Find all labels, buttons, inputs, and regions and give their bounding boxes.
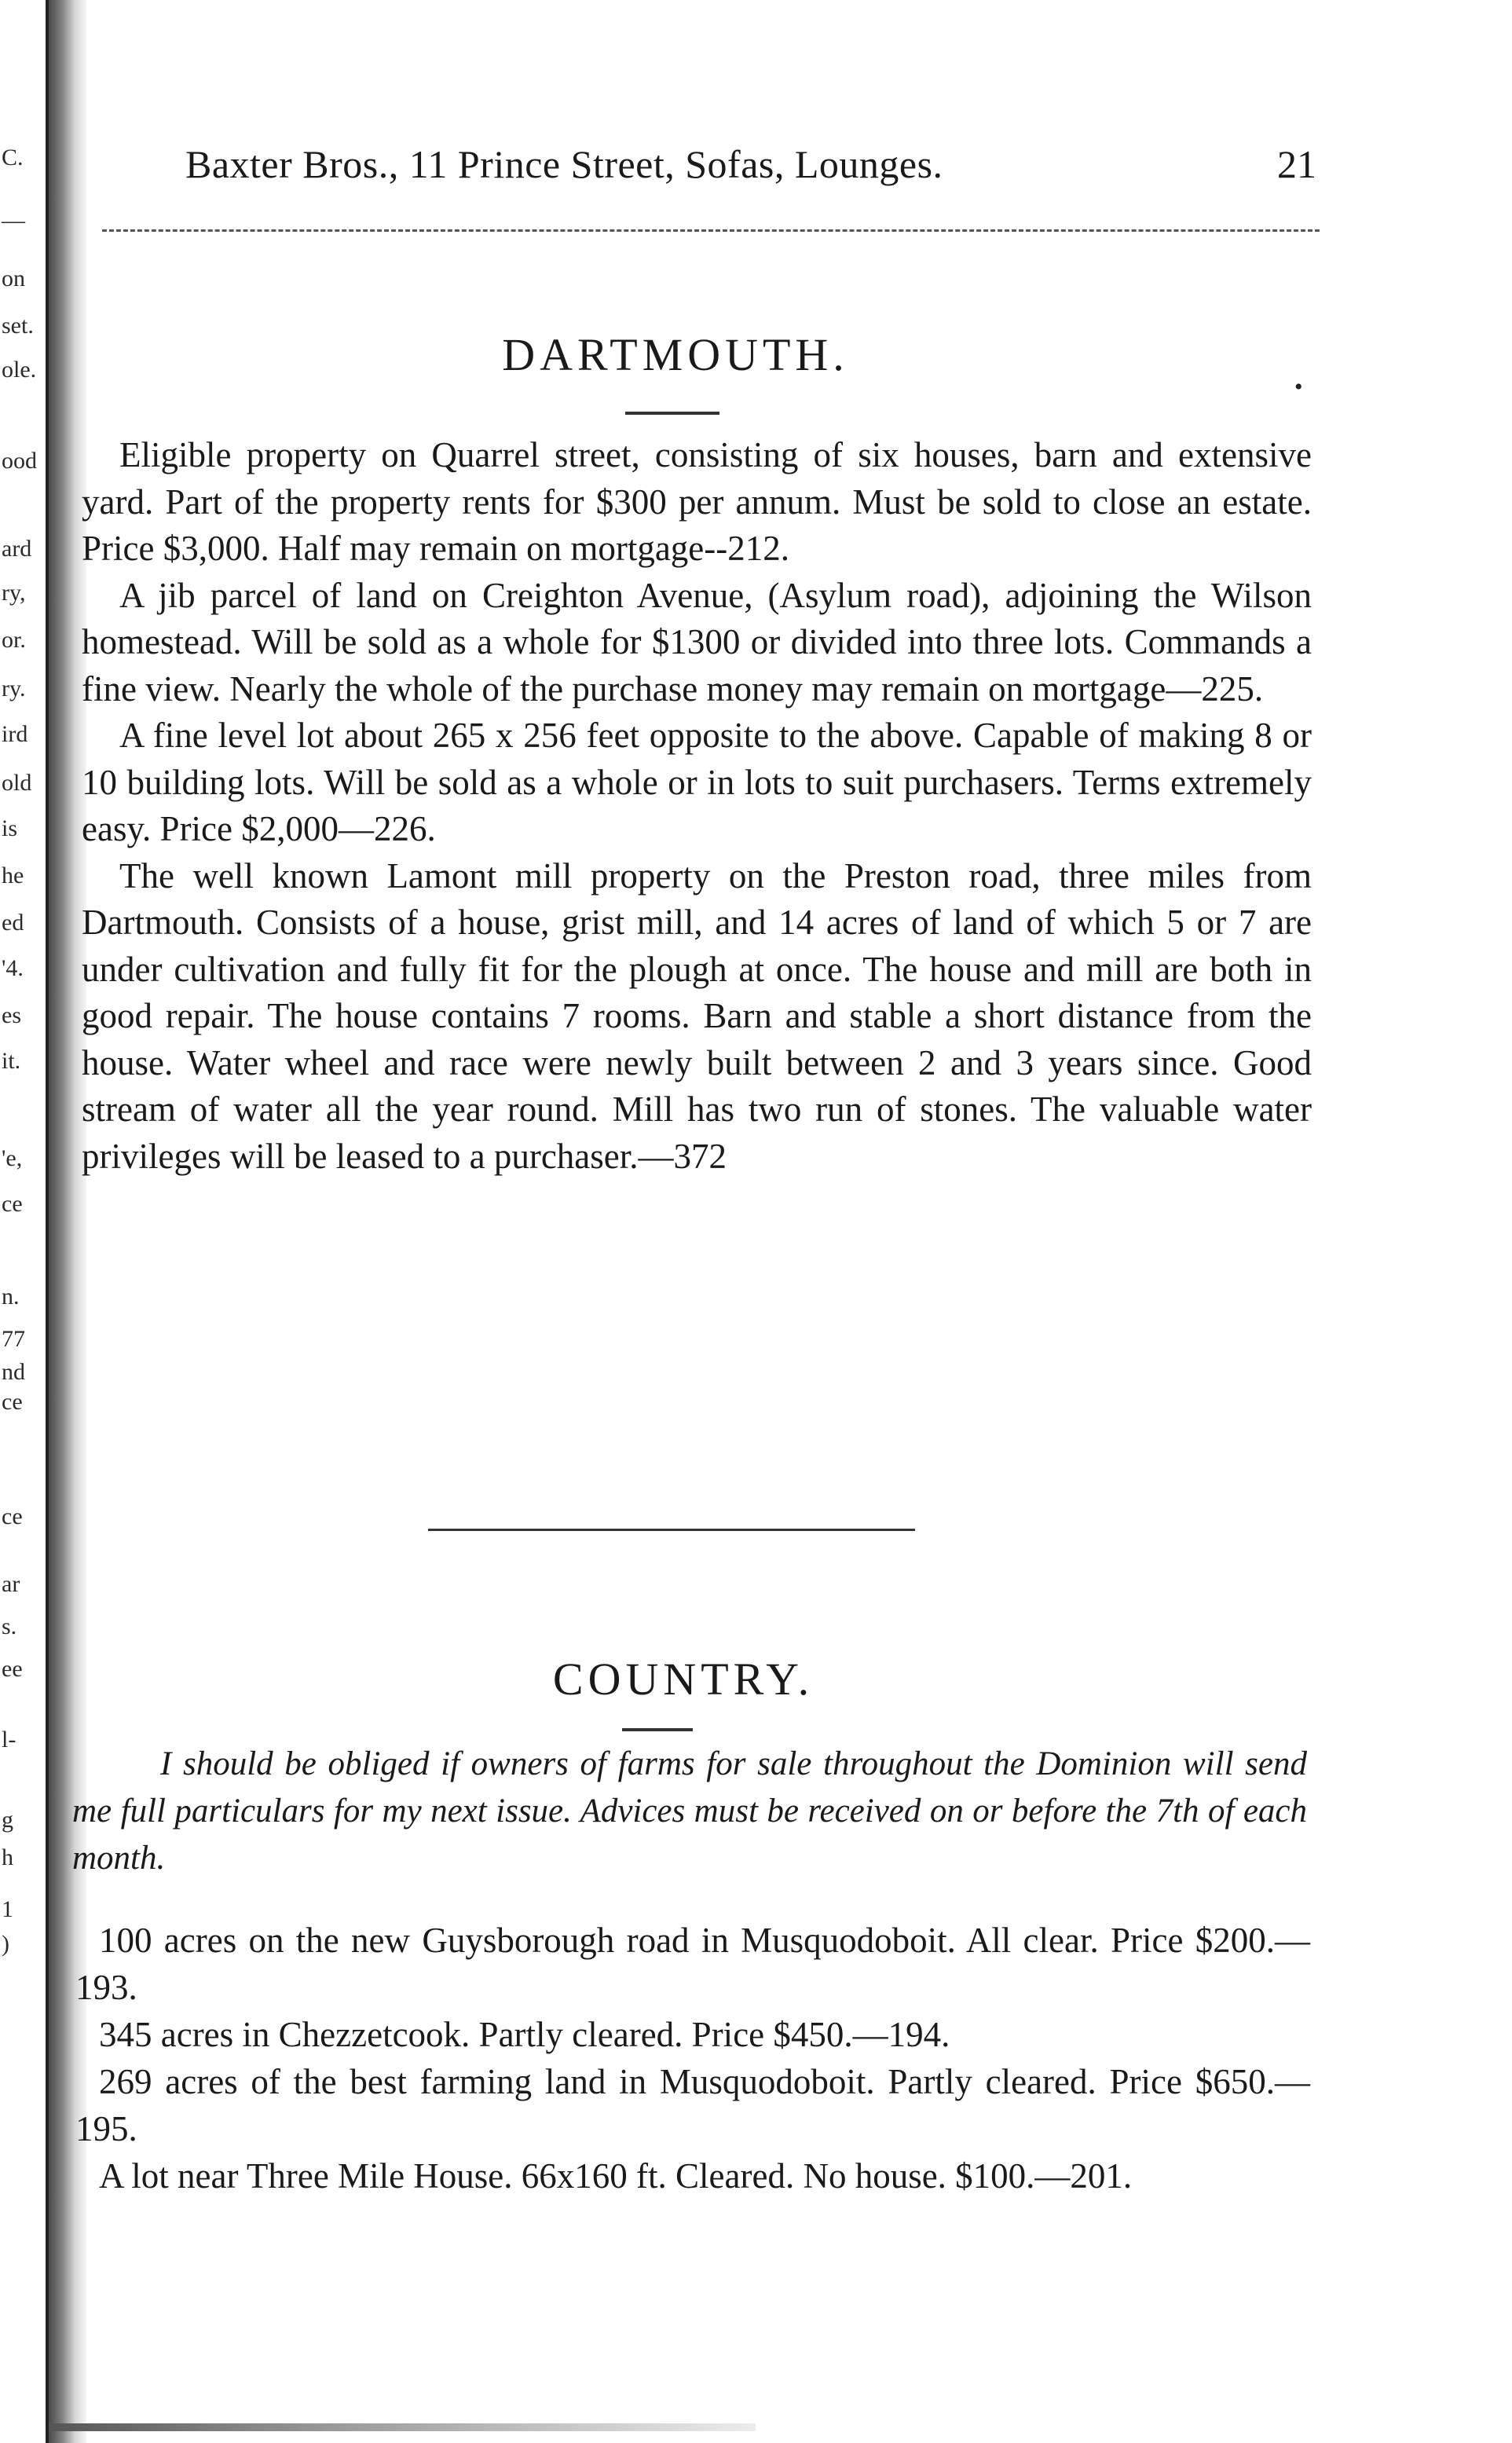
country-listings — [75, 1917, 1310, 2199]
editor-note-text: I should be obliged if owners of farms for sale throughout the Dominion will send me full particulars for my next issue. Advices must be received on or before the 7th of each month. — [72, 1745, 1307, 1877]
adjacent-fragment: ood — [2, 448, 37, 474]
page-header — [185, 141, 1316, 204]
adjacent-fragment: 77 — [2, 1326, 25, 1352]
adjacent-fragment: h — [2, 1844, 13, 1870]
adjacent-fragment: ee — [2, 1656, 23, 1682]
dartmouth-listings — [82, 432, 1312, 1180]
scan-edge — [49, 2423, 756, 2431]
adjacent-fragment: ole. — [2, 357, 37, 383]
adjacent-fragment: ) — [2, 1931, 9, 1957]
listing-paragraph: A fine level lot about 265 x 256 feet opposite to the above. Capable of making 8 or 10 building lots. Will be sold as a whole or in lots to suit purchasers. Terms extremely easy. Price $2,000—226. — [82, 716, 1312, 848]
listing-paragraph: A lot near Three Mile House. 66x160 ft. Cleared. No house. $100.—201. — [99, 2156, 1133, 2196]
section-title-dartmouth: DARTMOUTH. — [502, 329, 849, 380]
adjacent-fragment: C. — [2, 145, 24, 170]
adjacent-fragment: s. — [2, 1613, 17, 1639]
adjacent-fragment: ed — [2, 910, 24, 936]
adjacent-fragment: ce — [2, 1504, 23, 1529]
adjacent-fragment: is — [2, 815, 18, 841]
section-divider — [428, 1529, 915, 1531]
adjacent-fragment: it. — [2, 1048, 21, 1074]
adjacent-fragment: or. — [2, 627, 26, 653]
adjacent-fragment: ce — [2, 1191, 23, 1217]
adjacent-fragment: old — [2, 770, 32, 796]
page-number: 21 — [1277, 142, 1316, 186]
running-head: Baxter Bros., 11 Prince Street, Sofas, Lounges. — [185, 142, 943, 186]
adjacent-fragment: 'e, — [2, 1145, 23, 1171]
header-rule — [102, 229, 1320, 232]
listing-paragraph: The well known Lamont mill property on the Preston road, three miles from Dartmouth. Consists of a house, grist mill, and 14 acres of land of which 5 or 7 are under cultivation and fully fit for the plough at once. The house and mill are both in good repair. The house contains 7 rooms. Barn and stable a short distance from the house. Water wheel and race were newly built between 2 and 3 years since. Good stream of water all the year round. Mill has two run of stones. The valuable water privileges will be leased to a purchaser.—372 — [82, 855, 1312, 1176]
ink-speck: • — [1294, 374, 1303, 400]
adjacent-fragment: — — [2, 207, 25, 233]
adjacent-fragment: ird — [2, 721, 28, 747]
adjacent-fragment: ry. — [2, 676, 26, 701]
title-dash — [625, 412, 719, 415]
adjacent-fragment: 1 — [2, 1896, 13, 1922]
adjacent-fragment: ry, — [2, 580, 26, 606]
listing-paragraph: A jib parcel of land on Creighton Avenue, (Asylum road), adjoining the Wilson homestead. Will be sold as a whole for $1300 or divided into three lots. Commands a fine view. Nearly the whole of the purchase money may remain on mortgage—225. — [82, 575, 1312, 709]
adjacent-fragment: on — [2, 266, 25, 291]
adjacent-fragment: g — [2, 1807, 13, 1833]
title-dash — [622, 1728, 693, 1731]
adjacent-fragment: ard — [2, 536, 32, 562]
adjacent-fragment: l- — [2, 1727, 16, 1753]
listing-paragraph: Eligible property on Quarrel street, consisting of six houses, barn and extensive yard. Part of the property rents for $300 per annum. Must be sold to close an estate. Price $3,000. Half may remain on mortgage--212. — [82, 435, 1312, 568]
editor-note — [72, 1741, 1307, 1882]
adjacent-fragment: n. — [2, 1284, 20, 1309]
adjacent-fragment: set. — [2, 313, 34, 339]
adjacent-page-margin — [0, 0, 46, 2443]
adjacent-fragment: es — [2, 1002, 21, 1028]
listing-paragraph: 100 acres on the new Guysborough road in Musquodoboit. All clear. Price $200.—193. — [75, 1921, 1310, 2007]
adjacent-fragment: he — [2, 863, 24, 888]
section-title-country: COUNTRY. — [552, 1654, 815, 1705]
adjacent-fragment: ce — [2, 1389, 23, 1415]
adjacent-fragment: ar — [2, 1571, 20, 1597]
adjacent-fragment: '4. — [2, 955, 24, 981]
listing-paragraph: 345 acres in Chezzetcook. Partly cleared. Price $450.—194. — [99, 2015, 950, 2054]
listing-paragraph: 269 acres of the best farming land in Musquodoboit. Partly cleared. Price $650.—195. — [75, 2062, 1310, 2148]
adjacent-fragment: nd — [2, 1359, 25, 1385]
